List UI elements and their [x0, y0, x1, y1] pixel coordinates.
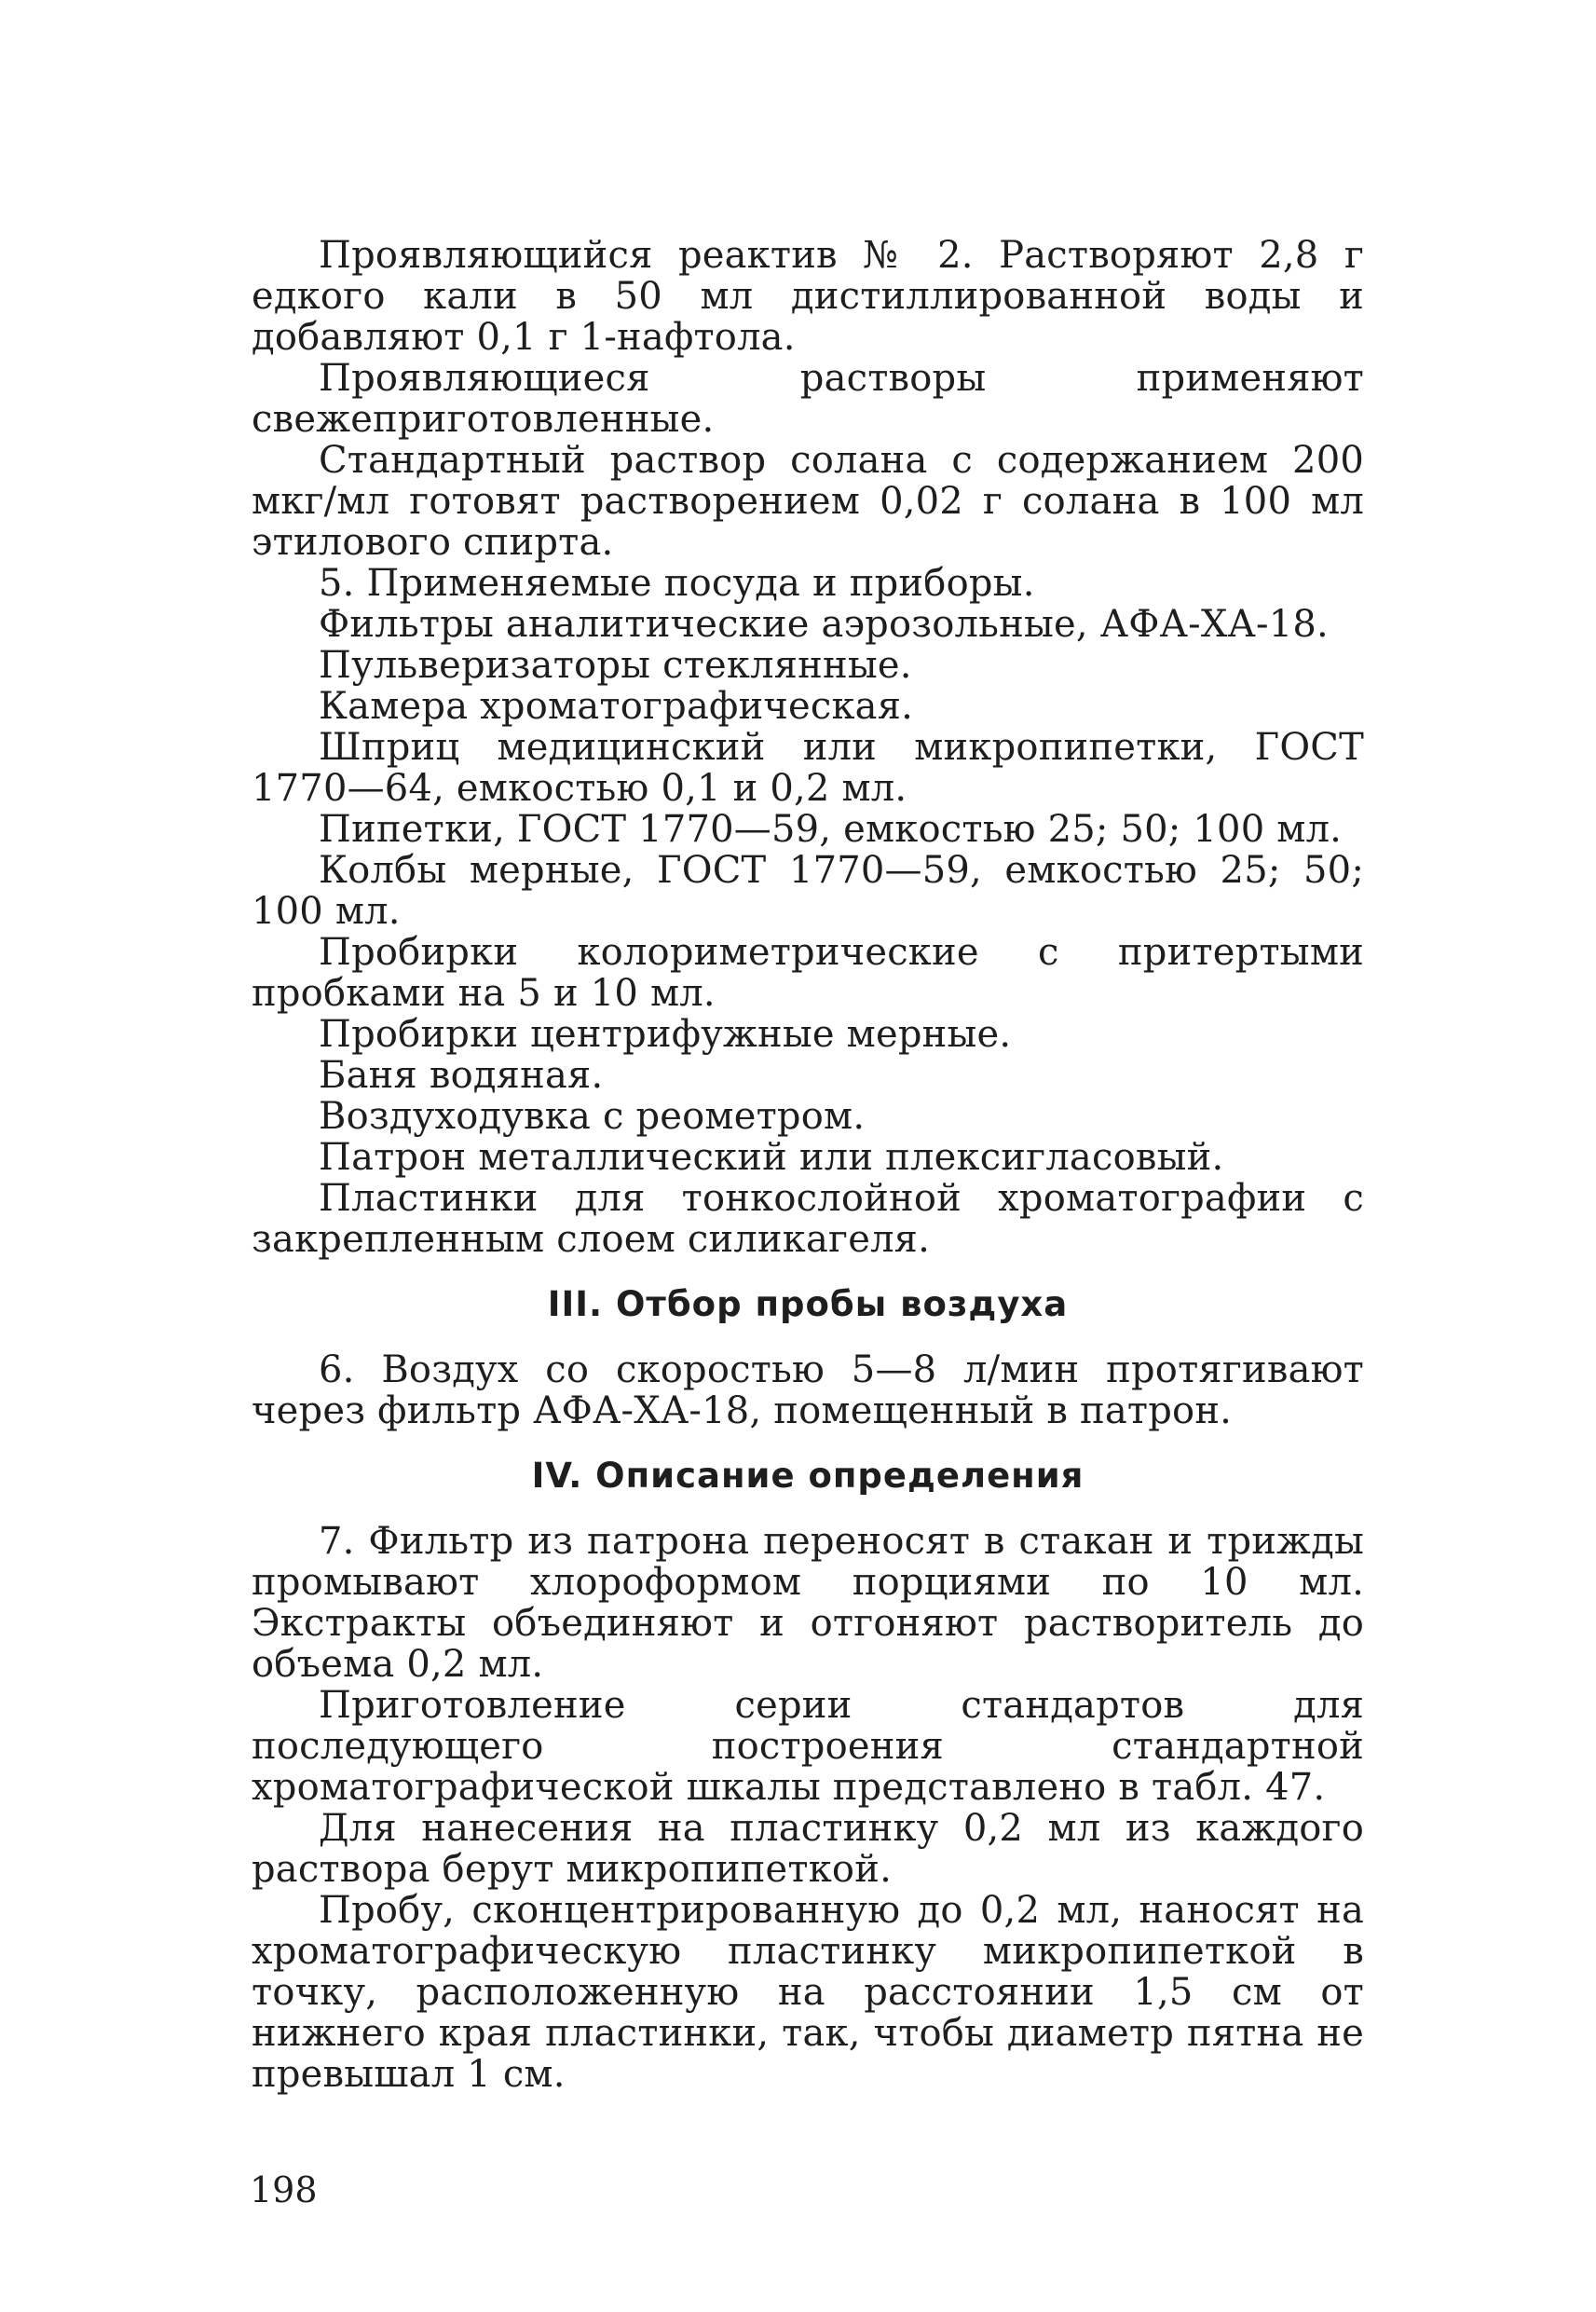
list-item-flasks: Колбы мерные, ГОСТ 1770—59, емкостью 25; 50; 100 мл.: [252, 849, 1364, 933]
list-item-water-bath: Баня водяная.: [319, 1054, 604, 1097]
section-heading-air-sampling: III. Отбор пробы воздуха: [547, 1284, 1069, 1324]
paragraph-sample-application: Пробу, сконцентрированную до 0,2 мл, наносят на хроматографическую пластинку микропипеткой в точку, расположенную на расстоянии 1,5 см от нижнего края пластинки, так, чтобы диаметр пятна не превышал 1 см.: [252, 1889, 1364, 2096]
list-item-colorimetric-tubes: Пробирки колориметрические с притертыми пробками на 5 и 10 мл.: [252, 931, 1364, 1015]
list-item-sprayers: Пульверизаторы стеклянные.: [319, 644, 912, 687]
list-item-filters: Фильтры аналитические аэрозольные, АФА-ХА-18.: [319, 603, 1329, 646]
paragraph-reagent-2: Проявляющийся реактив № 2. Растворяют 2,8 г едкого кали в 50 мл дистиллированной воды и добавляют 0,1 г 1-нафтола.: [252, 234, 1364, 359]
paragraph-fresh-solutions: Проявляющиеся растворы применяют свежеприготовленные.: [252, 357, 1364, 441]
section-heading-procedure: IV. Описание определения: [531, 1456, 1084, 1496]
list-item-plates: Пластинки для тонкослойной хроматографии с закрепленным слоем силикагеля.: [252, 1177, 1364, 1261]
paragraph-equipment-title: 5. Применяемые посуда и приборы.: [319, 562, 1035, 605]
list-item-cartridge: Патрон металлический или плексигласовый.: [319, 1136, 1224, 1179]
list-item-pipettes: Пипетки, ГОСТ 1770—59, емкостью 25; 50; 100 мл.: [319, 808, 1343, 851]
list-item-chamber: Камера хроматографическая.: [319, 685, 914, 728]
paragraph-standard-series: Приготовление серии стандартов для последующего построения стандартной хроматографической шкалы представлено в табл. 47.: [252, 1684, 1364, 1809]
page-number: 198: [250, 2169, 318, 2210]
page-body-text: [252, 235, 1364, 2095]
list-item-centrifuge-tubes: Пробирки центрифужные мерные.: [319, 1013, 1012, 1056]
list-item-syringe: Шприц медицинский или микропипетки, ГОСТ 1770—64, емкостью 0,1 и 0,2 мл.: [252, 726, 1364, 810]
list-item-blower: Воздуходувка с реометром.: [319, 1095, 866, 1138]
paragraph-micropipette: Для нанесения на пластинку 0,2 мл из каждого раствора берут микропипеткой.: [252, 1807, 1364, 1891]
paragraph-standard-solution: Стандартный раствор солана с содержанием 200 мкг/мл готовят растворением 0,02 г солана в 100 мл этилового спирта.: [252, 439, 1364, 564]
paragraph-filter-extraction: 7. Фильтр из патрона переносят в стакан и трижды промывают хлороформом порциями по 10 мл. Экстракты объединяют и отгоняют растворитель до объема 0,2 мл.: [252, 1520, 1364, 1686]
paragraph-air-sampling: 6. Воздух со скоростью 5—8 л/мин протягивают через фильтр АФА-ХА-18, помещенный в патрон.: [252, 1348, 1364, 1432]
